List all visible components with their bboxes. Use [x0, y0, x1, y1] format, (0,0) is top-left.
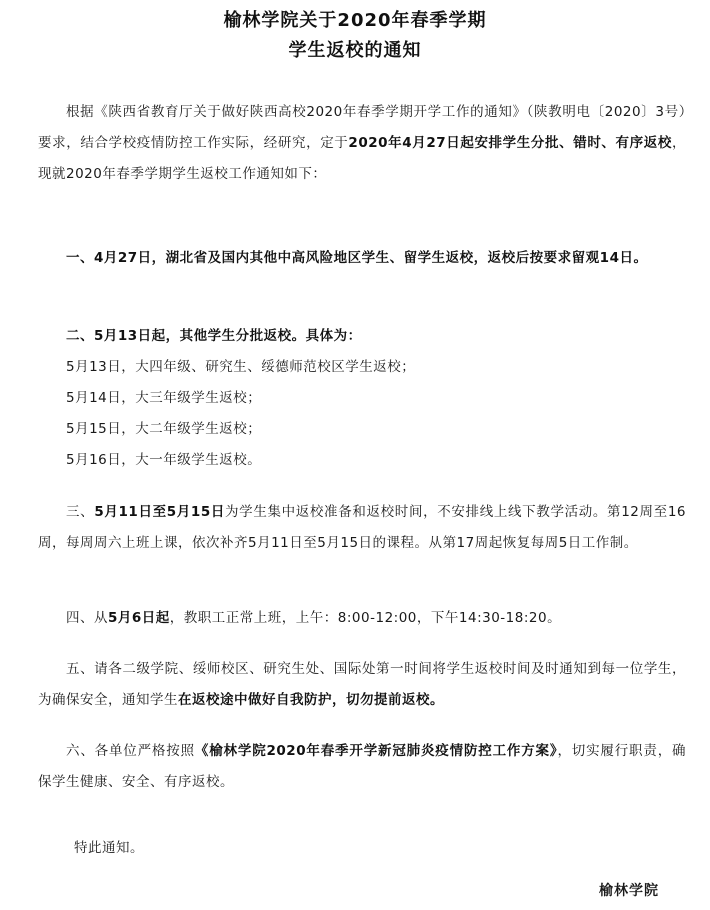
item-3-prefix: 三、: [66, 504, 95, 520]
intro-text-1: 根据《陕西省教育厅关于做好陕西高校2020年春季学期开学工作的通知》（陕教明电〔2020〕3号）要求，结合学校疫情防控工作实际，经研究，定于: [38, 104, 686, 151]
item-2-heading-text: 二、5月13日起，其他学生分批返校。具体为：: [66, 328, 362, 344]
item-2-line-2: 5月14日，大三年级学生返校；: [66, 390, 262, 406]
intro-paragraph: [38, 97, 686, 190]
item-2-line-1: 5月13日，大四年级、研究生、绥德师范校区学生返校；: [66, 359, 416, 375]
item-3: [38, 497, 686, 559]
closing-text: 特此通知。: [74, 840, 144, 856]
item-2-line-3: 5月15日，大二年级学生返校；: [66, 421, 262, 437]
item-6-prefix: 六、各单位严格按照: [66, 743, 195, 759]
item-2-line-4: 5月16日，大一年级学生返校。: [66, 452, 262, 468]
signature: 榆林学院: [599, 883, 659, 899]
item-6-rest: ，切实履行职责，确保学生健康、安全、有序返校。: [38, 743, 687, 790]
item-3-rest: 为学生集中返校准备和返校时间，不安排线上线下教学活动。第12周至16周，每周周六上班上课，依次补齐5月11日至5月15日的课程。从第17周起恢复每周5日工作制。: [38, 504, 686, 551]
item-6-bold: 《榆林学院2020年春季开学新冠肺炎疫情防控工作方案》: [194, 743, 558, 759]
item-6: [38, 736, 686, 798]
item-4-prefix: 四、从: [66, 610, 108, 626]
item-2-heading: [66, 324, 362, 344]
item-3-bold: 5月11日至5月15日: [94, 504, 226, 520]
item-5-text: 五、请各二级学院、绥师校区、研究生处、国际处第一时间将学生返校时间及时通知到每一位学生，为确保安全，通知学生: [38, 661, 686, 708]
item-4-bold: 5月6日起: [108, 610, 170, 626]
item-1-text: 一、4月27日，湖北省及国内其他中高风险地区学生、留学生返校，返校后按要求留观14日。: [66, 250, 648, 266]
item-4: [38, 603, 686, 634]
item-4-rest: ，教职工正常上班，上午：8:00-12:00，下午14:30-18:20。: [169, 610, 562, 626]
notice-title-line2: 学生返校的通知: [288, 40, 422, 61]
item-5: [38, 654, 686, 716]
intro-bold-date: 2020年4月27日起安排学生分批、错时、有序返校: [348, 135, 672, 151]
intro-text-2: ，现就2020年春季学期学生返校工作通知如下：: [38, 135, 686, 182]
item-1: [38, 243, 686, 274]
item-5-bold: 在返校途中做好自我防护，切勿提前返校。: [178, 692, 444, 708]
notice-title-line1: 榆林学院关于2020年春季学期: [223, 10, 487, 31]
